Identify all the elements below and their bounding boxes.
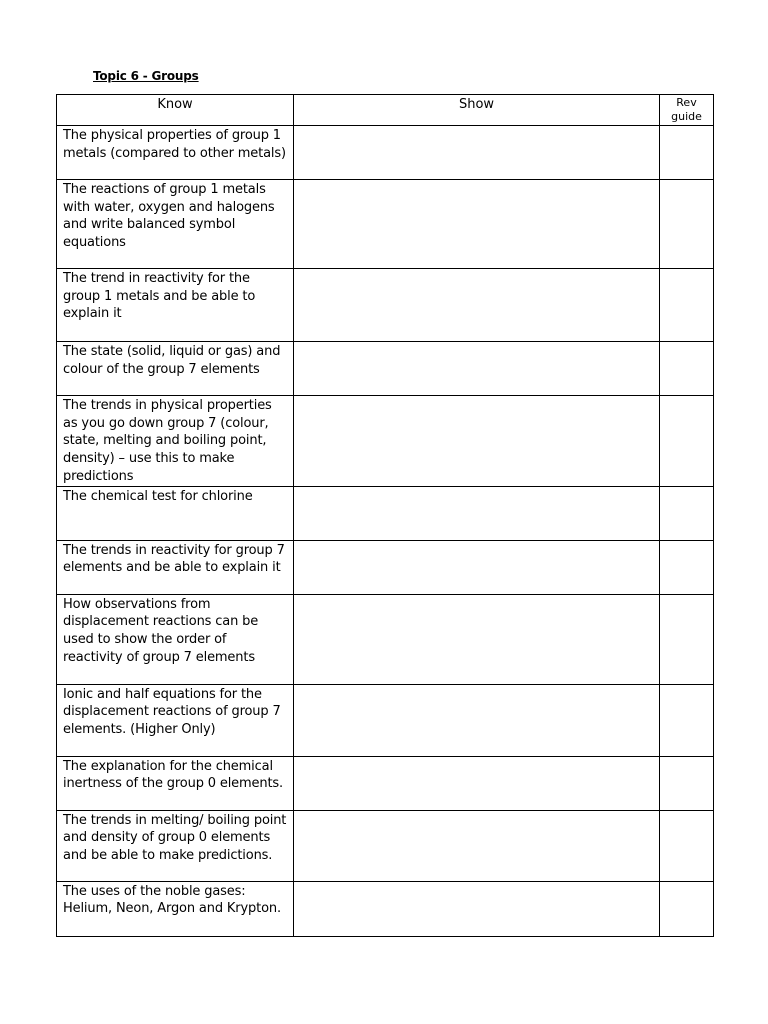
page-title: Topic 6 - Groups (93, 69, 199, 83)
table-row (57, 684, 714, 756)
know-cell: The trends in reactivity for group 7 elements and be able to explain it (57, 540, 294, 594)
show-cell[interactable] (294, 756, 660, 810)
show-header: Show (294, 95, 660, 126)
rev-guide-header (660, 95, 714, 126)
rev-guide-cell[interactable] (660, 486, 714, 540)
know-header: Know (57, 95, 294, 126)
know-cell: Ionic and half equations for the displacement reactions of group 7 elements. (Higher Only) (57, 684, 294, 756)
rev-guide-cell[interactable] (660, 126, 714, 180)
table-row (57, 486, 714, 540)
know-cell: The uses of the noble gases: Helium, Neon, Argon and Krypton. (57, 881, 294, 936)
rev-guide-cell[interactable] (660, 594, 714, 684)
rev-guide-cell[interactable] (660, 756, 714, 810)
topic-checklist-table (56, 94, 714, 937)
table-row (57, 269, 714, 342)
know-cell: The trends in melting/ boiling point and density of group 0 elements and be able to make predictions. (57, 810, 294, 881)
show-cell[interactable] (294, 396, 660, 487)
rev-guide-header-line2: guide (671, 110, 702, 123)
table-row (57, 540, 714, 594)
rev-guide-cell[interactable] (660, 881, 714, 936)
know-cell: The reactions of group 1 metals with water, oxygen and halogens and write balanced symbol equations (57, 180, 294, 269)
table-row (57, 756, 714, 810)
show-cell[interactable] (294, 810, 660, 881)
header-row (57, 95, 714, 126)
show-cell[interactable] (294, 684, 660, 756)
rev-guide-cell[interactable] (660, 342, 714, 396)
know-cell: The physical properties of group 1 metals (compared to other metals) (57, 126, 294, 180)
know-cell: The trends in physical properties as you go down group 7 (colour, state, melting and boiling point, density) – use this to make predictions (57, 396, 294, 487)
show-cell[interactable] (294, 180, 660, 269)
show-cell[interactable] (294, 486, 660, 540)
know-cell: The chemical test for chlorine (57, 486, 294, 540)
know-cell: The state (solid, liquid or gas) and colour of the group 7 elements (57, 342, 294, 396)
show-cell[interactable] (294, 342, 660, 396)
table-row (57, 594, 714, 684)
know-cell: The trend in reactivity for the group 1 metals and be able to explain it (57, 269, 294, 342)
show-cell[interactable] (294, 126, 660, 180)
rev-guide-cell[interactable] (660, 269, 714, 342)
rev-guide-cell[interactable] (660, 540, 714, 594)
rev-guide-cell[interactable] (660, 180, 714, 269)
show-cell[interactable] (294, 269, 660, 342)
table-row (57, 342, 714, 396)
table-row (57, 881, 714, 936)
show-cell[interactable] (294, 881, 660, 936)
rev-guide-cell[interactable] (660, 396, 714, 487)
know-cell: The explanation for the chemical inertness of the group 0 elements. (57, 756, 294, 810)
table-row (57, 126, 714, 180)
rev-guide-cell[interactable] (660, 684, 714, 756)
table-row (57, 810, 714, 881)
table-row (57, 180, 714, 269)
know-cell: How observations from displacement reactions can be used to show the order of reactivity of group 7 elements (57, 594, 294, 684)
rev-guide-header-line1: Rev (676, 96, 697, 109)
show-cell[interactable] (294, 594, 660, 684)
table-row (57, 396, 714, 487)
rev-guide-cell[interactable] (660, 810, 714, 881)
show-cell[interactable] (294, 540, 660, 594)
